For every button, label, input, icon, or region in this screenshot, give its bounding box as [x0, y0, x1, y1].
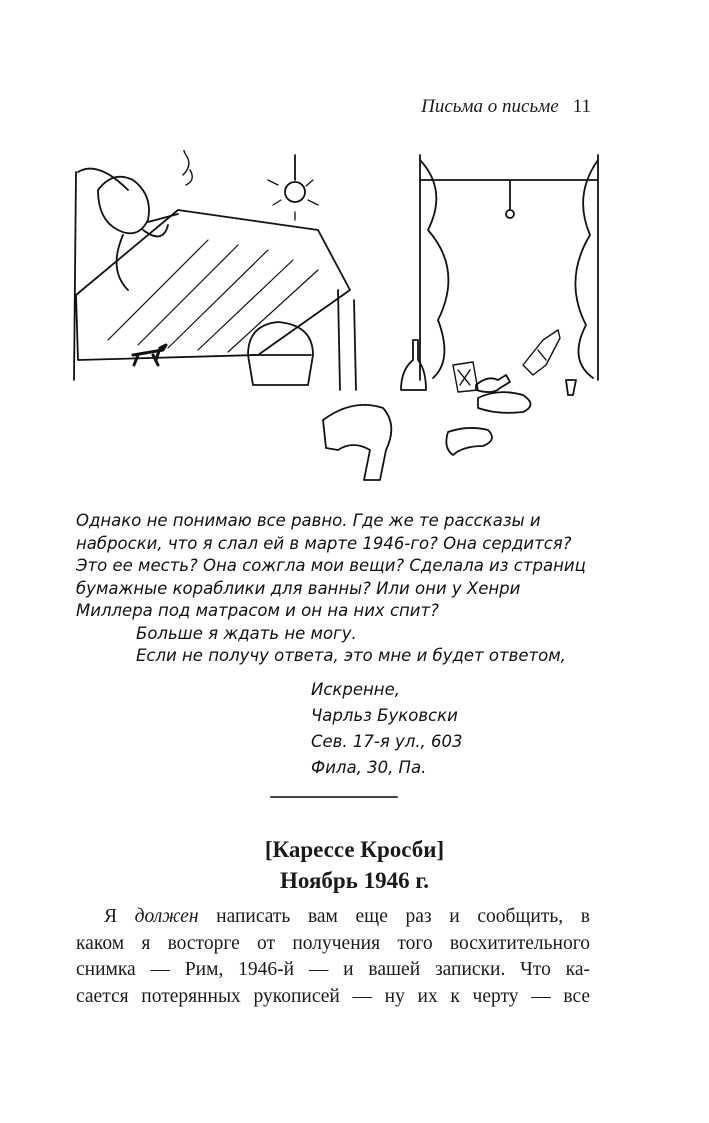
cigarette [148, 214, 178, 222]
letter-line: наброски, что я слал ей в марте 1946-го? Она сердится? [76, 533, 572, 553]
body-text [76, 904, 590, 1010]
bottle-box [453, 362, 478, 392]
running-head-title: Письма о письме [421, 96, 559, 117]
letter-line: Больше я ждать не могу. [136, 623, 357, 643]
handwritten-letter [76, 510, 596, 668]
page-number: 11 [572, 96, 591, 117]
signature-line: Сев. 17-я ул., 603 [311, 732, 463, 751]
letter-line: Миллера под матрасом и он на них спит? [76, 601, 439, 620]
letter-line: Однако не понимаю все равно. Где же те рассказы и [76, 511, 541, 530]
signature-line: Чарльз Буковски [311, 706, 458, 725]
smoke [183, 150, 192, 185]
cat [133, 345, 166, 365]
signature-line: Фила, 30, Па. [311, 758, 427, 777]
fallen-bottle [476, 375, 510, 392]
trousers [323, 405, 391, 480]
clothes-pile-1 [478, 392, 531, 413]
section-date: Ноябрь 1946 г. [280, 868, 429, 893]
divider-rule [270, 796, 398, 798]
body-text-fragment: написать вам еще раз и сообщить, в [198, 906, 590, 927]
lamp-rays [268, 180, 318, 220]
bottle [401, 340, 426, 390]
signature-line: Искренне, [311, 680, 400, 699]
body-line [76, 904, 590, 931]
body-line: сается потерянных рукописей — ну их к черту — все [76, 985, 590, 1007]
letter-signature [311, 677, 463, 781]
emphasis: должен [134, 906, 199, 927]
lamp-bulb [285, 182, 305, 202]
wine-bottle [523, 330, 560, 375]
person-body [117, 225, 168, 290]
curtain-left [420, 160, 448, 378]
bed-footboard [338, 290, 356, 390]
basket [248, 322, 313, 385]
letter-line: бумажные кораблики для ванны? Или они у Хенри [76, 578, 521, 598]
bedroom-sketch-illustration [68, 150, 608, 495]
clothes-pile-2 [446, 428, 492, 455]
glass [566, 380, 576, 395]
body-text-fragment: Я [104, 906, 135, 927]
section-heading [0, 834, 709, 896]
body-line: снимка — Рим, 1946-й — и вашей записки. Что ка- [76, 959, 590, 980]
letter-line: Это ее месть? Она сожгла мои вещи? Сделала из страниц [76, 556, 586, 575]
letter-line: Если не получу ответа, это мне и будет ответом, [136, 646, 566, 665]
body-line: каком я восторге от получения того восхитительного [76, 932, 590, 954]
curtain-right [575, 160, 598, 378]
running-head [421, 96, 591, 118]
section-recipient: [Карессе Кросби] [264, 837, 445, 862]
